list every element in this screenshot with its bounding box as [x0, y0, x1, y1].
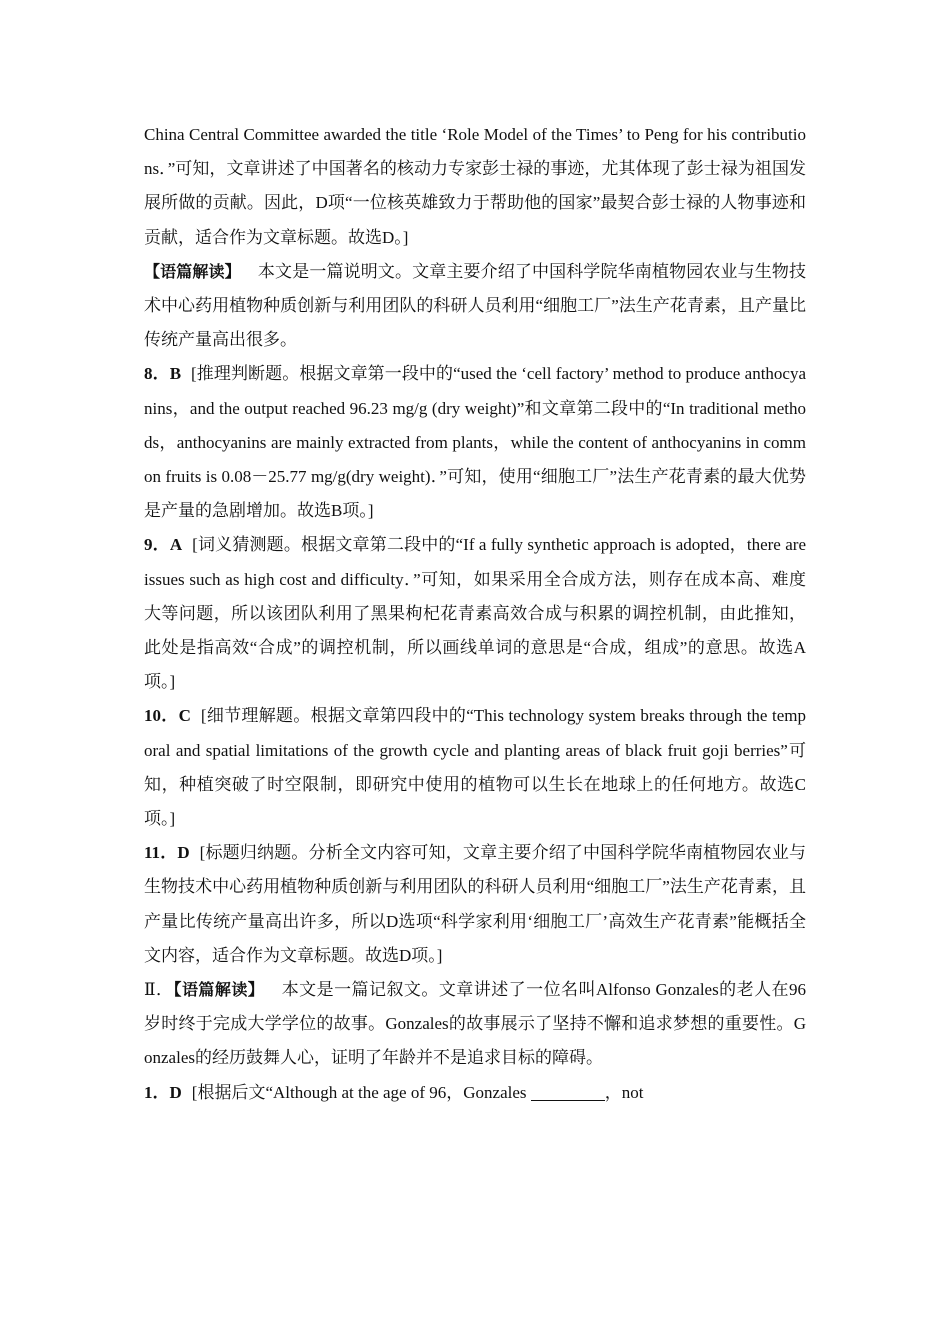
answer-letter: B — [169, 364, 182, 384]
explanation-text: [标题归纳题。分析全文内容可知，文章主要介绍了中国科学院华南植物园农业与生物技术中心药用植物种质创新与利用团队的科研人员利用“细胞工厂”法生产花青素，且产量比传统产量高出许多，所以D选项“科学家利用‘细胞工厂’高效生产花青素”能概括全文内容，适合作为文章标题。故选D项。] — [144, 843, 806, 965]
explanation-text: [根据后文“Although at the age of 96，Gonzales — [191, 1082, 527, 1102]
answer-letter: D — [177, 843, 190, 863]
passage-reading-text: 本文是一篇记叙文。文章讲述了一位名叫Alfonso Gonzales的老人在96岁时终于完成大学学位的故事。Gonzales的故事展示了坚持不懈和追求梦想的重要性。Gonzales的经历鼓舞人心，证明了年龄并不是追求目标的障碍。 — [144, 980, 806, 1068]
answer-q9 — [144, 528, 806, 699]
answer-page — [144, 118, 806, 1110]
answer-letter: C — [178, 706, 191, 726]
explanation-text: [推理判断题。根据文章第一段中的“used the ‘cell factory’ method to produce anthocyanins，and the output reached 96.23 mg/g (dry weight)”和文章第二段中的“In traditional methods，anthocyanins are mainly extracted from plants，while the content of anthocyanins in common fruits is 0.08－25.77 mg/g(dry weight)．”可知，使用“细胞工厂”法生产花青素的最大优势是产量的急剧增加。故选B项。] — [144, 364, 807, 521]
explanation-text: [词义猜测题。根据文章第二段中的“If a fully synthetic approach is adopted，there are issues such as high cost and difficulty．”可知，如果采用全合成方法，则存在成本高、难度大等问题，所以该团队利用了黑果枸杞花青素高效合成与积累的调控机制，由此推知，此处是指高效“合成”的调控机制，所以画线单词的意思是“合成，组成”的意思。故选A项。] — [144, 535, 807, 692]
q7-explanation-tail: China Central Committee awarded the title ‘Role Model of the Times’ to Peng for his contributions．”可知，文章讲述了中国著名的核动力专家彭士禄的事迹，尤其体现了彭士禄为祖国发展所做的贡献。因此，D项“一位核英雄致力于帮助他的国家”最契合彭士禄的人物事迹和贡献，适合作为文章标题。故选D。] — [144, 125, 806, 247]
passage-reading-tag: 【语篇解读】 — [144, 261, 241, 281]
question-number: 10． — [144, 706, 179, 726]
passage-reading-tag: 【语篇解读】 — [173, 980, 265, 1000]
answer-letter: A — [169, 535, 183, 555]
section-number: Ⅱ． — [144, 980, 174, 1000]
answer-q1 — [144, 1076, 806, 1110]
question-number: 11． — [144, 843, 178, 863]
answer-letter: D — [169, 1082, 182, 1102]
question-number: 9． — [144, 535, 170, 555]
explanation-text-cont: ，not — [604, 1082, 644, 1102]
passage-reading-1 — [144, 255, 806, 358]
explanation-text: [细节理解题。根据文章第四段中的“This technology system breaks through the temporal and spatial limitations of the growth cycle and planting areas of black fruit goji berries”可知，种植突破了时空限制，即研究中使用的植物可以生长在地球上的任何地方。故选C项。] — [144, 706, 807, 829]
question-number: 8． — [144, 364, 170, 384]
answer-q11 — [144, 836, 806, 973]
answer-q8 — [144, 357, 806, 528]
passage-reading-2 — [144, 973, 806, 1076]
fill-blank — [531, 1083, 605, 1101]
answer-q10 — [144, 699, 806, 836]
paragraph-q7-tail — [144, 118, 806, 255]
passage-reading-text: 本文是一篇说明文。文章主要介绍了中国科学院华南植物园农业与生物技术中心药用植物种质创新与利用团队的科研人员利用“细胞工厂”法生产花青素，且产量比传统产量高出很多。 — [144, 261, 806, 350]
question-number: 1． — [144, 1082, 170, 1102]
